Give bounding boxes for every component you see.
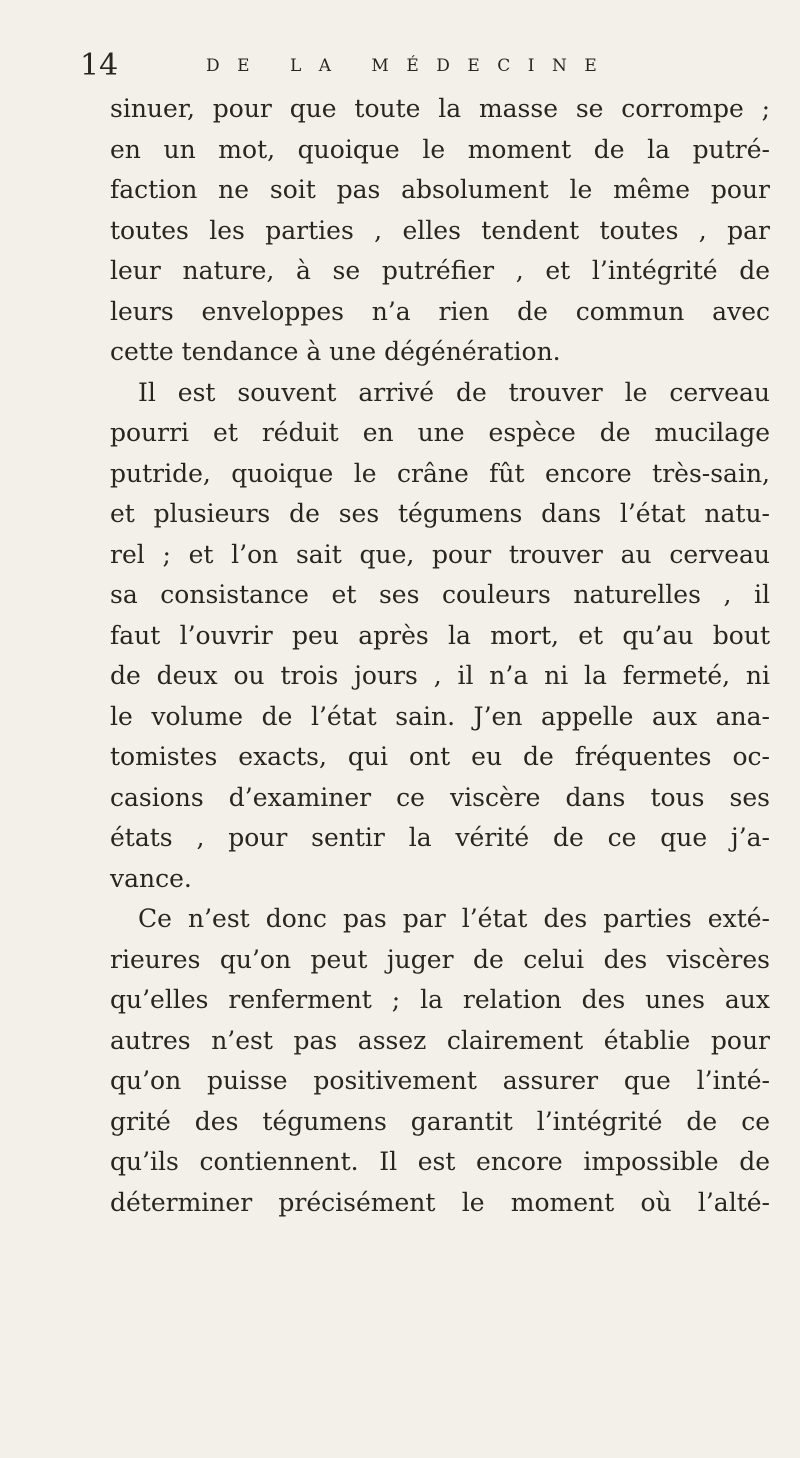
text-line: cette tendance à une dégénération.: [110, 337, 561, 366]
text-line: leurs enveloppes n’a rien de commun avec: [110, 296, 770, 326]
text-line: faction ne soit pas absolument le même pour: [110, 175, 770, 204]
text-line: et plusieurs de ses tégumens dans l’état natu-: [110, 499, 770, 528]
page-number: 14: [80, 48, 119, 83]
page-header: [80, 44, 770, 94]
text-line: états , pour sentir la vérité de ce que j’a-: [110, 823, 770, 852]
text-line: vance.: [110, 863, 192, 893]
text-line: qu’on puisse positivement assurer que l’inté-: [110, 1066, 770, 1095]
text-line: Il est souvent arrivé de trouver le cerveau: [138, 377, 770, 407]
text-line: putride, quoique le crâne fût encore très-sain,: [110, 458, 770, 488]
text-line: faut l’ouvrir peu après la mort, et qu’au bout: [110, 620, 770, 650]
text-line: déterminer précisément le moment où l’alté-: [110, 1187, 770, 1217]
text-line: rieures qu’on peut juger de celui des viscères: [110, 944, 770, 974]
text-line: le volume de l’état sain. J’en appelle aux ana-: [110, 701, 770, 731]
text-line: sa consistance et ses couleurs naturelles , il: [110, 580, 770, 609]
text-line: qu’elles renferment ; la relation des unes aux: [110, 985, 770, 1014]
text-line: en un mot, quoique le moment de la putré-: [110, 134, 770, 164]
text-line: autres n’est pas assez clairement établie pour: [110, 1025, 770, 1055]
text-line: Ce n’est donc pas par l’état des parties exté-: [138, 904, 770, 933]
running-title: DE LA MÉDECINE: [206, 56, 615, 76]
text-line: qu’ils contiennent. Il est encore impossible de: [110, 1147, 770, 1176]
text-line: rel ; et l’on sait que, pour trouver au cerveau: [110, 539, 770, 569]
text-line: tomistes exacts, qui ont eu de fréquentes oc-: [110, 742, 770, 771]
text-line: toutes les parties , elles tendent toutes , par: [110, 215, 770, 245]
text-line: casions d’examiner ce viscère dans tous ses: [110, 782, 770, 812]
text-line: sinuer, pour que toute la masse se corrompe ;: [110, 94, 770, 123]
body-text: [110, 89, 770, 1223]
text-line: de deux ou trois jours , il n’a ni la fermeté, ni: [110, 661, 770, 690]
text-line: pourri et réduit en une espèce de mucilage: [110, 418, 770, 447]
text-line: grité des tégumens garantit l’intégrité de ce: [110, 1106, 770, 1136]
text-line: leur nature, à se putréfier , et l’intégrité de: [110, 256, 770, 285]
